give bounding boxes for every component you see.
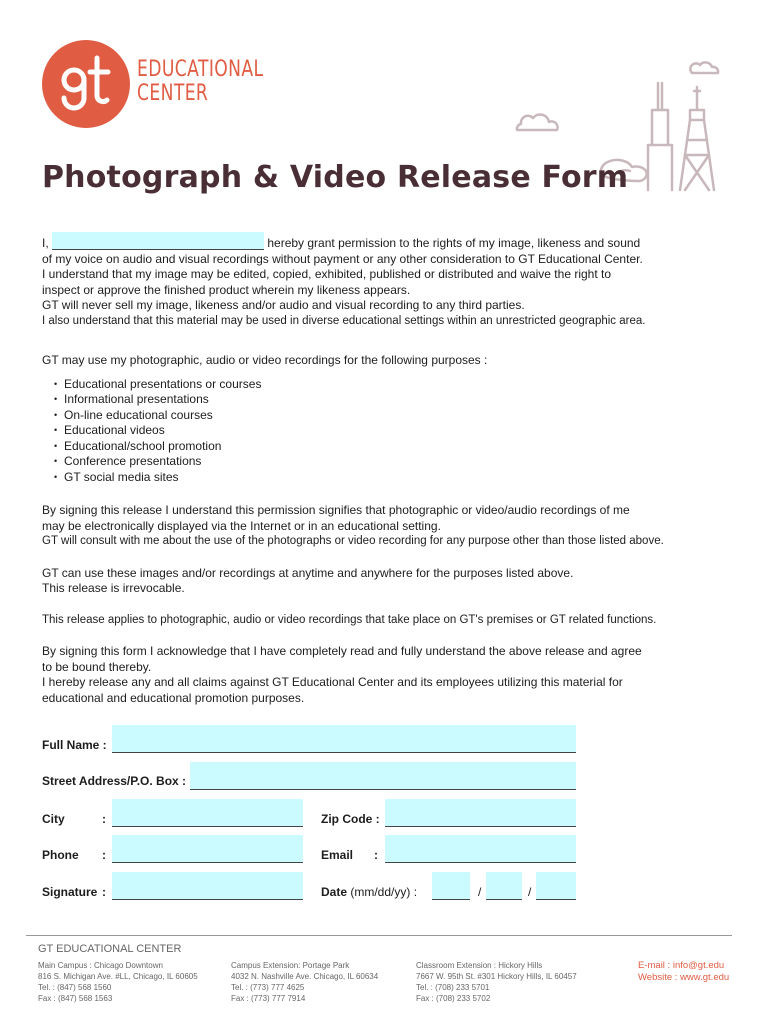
phone-label: Phone (42, 848, 79, 862)
display-paragraph: By signing this release I understand this permission signifies that photographic or video/audio recordings of me may be electronically displayed via the Internet or in an educational setting. GT will consult with me about the use of the photographs or video recording for any purpose other than those listed above. (42, 503, 664, 547)
date-label (321, 885, 417, 899)
city-colon: : (102, 812, 106, 826)
footer-org-name: GT EDUCATIONAL CENTER (38, 943, 182, 955)
purposes-heading: GT may use my photographic, audio or video recordings for the following purposes : (42, 353, 488, 367)
zip-code-input[interactable] (385, 799, 576, 827)
phone-colon: : (102, 848, 106, 862)
full-name-input[interactable] (112, 725, 576, 753)
list-item: • Educational presentations or courses (54, 377, 667, 393)
date-separator: / (478, 885, 482, 899)
intro-prefix: I, (42, 236, 49, 250)
date-separator: / (528, 885, 532, 899)
footer-divider (26, 935, 732, 936)
footer-campus-extension: Campus Extension: Portage Park 4032 N. Nashville Ave. Chicago, IL 60634 Tel. : (773) 777 4625 Fax : (773) 777 7914 (231, 961, 379, 1003)
list-item: • Educational/school promotion (54, 439, 667, 455)
page-title: Photograph & Video Release Form (42, 160, 629, 195)
intro-line-1: hereby grant permission to the rights of my image, likeness and sound (267, 236, 641, 250)
intro-line-4: inspect or approve the finished product wherein my likeness appears. (42, 282, 411, 297)
list-item: • On-line educational courses (54, 408, 667, 424)
intro-line-5: GT will never sell my image, likeness and/or audio and visual recording to any third parties. (42, 298, 525, 312)
intro-line-6: I also understand that this material may be used in diverse educational settings within an unrestricted geographic area. (42, 314, 646, 327)
brand-line-1: EDUCATIONAL (137, 57, 264, 82)
signature-label: Signature (42, 885, 98, 899)
list-item: • Informational presentations (54, 392, 667, 408)
brand-line-2: CENTER (137, 81, 209, 106)
intro-paragraph (42, 232, 667, 329)
gt-logo-icon (42, 40, 130, 128)
footer-classroom-extension: Classroom Extension : Hickory Hills 7667 W. 95th St. #301 Hickory Hills, IL 60457 Tel. : (708) 233 5701 Fax : (708) 233 5702 (416, 961, 577, 1003)
list-item: • Educational videos (54, 423, 667, 439)
intro-line-2: of my voice on audio and visual recordings without payment or any other consideration to GT Educational Center. (42, 251, 643, 266)
release-body (42, 232, 667, 722)
city-input[interactable] (112, 799, 303, 827)
zip-code-label: Zip Code : (321, 812, 380, 826)
street-address-label: Street Address/P.O. Box : (42, 774, 187, 788)
street-address-input[interactable] (190, 762, 576, 790)
footer-contact (638, 960, 729, 984)
footer-email-link[interactable]: E-mail : info@gt.edu (638, 960, 725, 971)
list-item: • Conference presentations (54, 454, 667, 470)
date-day-input[interactable] (486, 872, 522, 900)
signature-input[interactable] (112, 872, 303, 900)
date-year-input[interactable] (536, 872, 576, 900)
grantor-name-input[interactable] (52, 232, 264, 250)
phone-input[interactable] (112, 835, 303, 863)
city-label: City (42, 812, 65, 826)
acknowledge-paragraph: By signing this form I acknowledge that I have completely read and fully understand the above release and agree to be bound thereby. I hereby release any and all claims against GT Educational Center and its employees utilizing this material for educational and educational promotion purposes. (42, 644, 642, 705)
footer-website-link[interactable]: Website : www.gt.edu (638, 972, 730, 983)
list-item: • GT social media sites (54, 470, 667, 486)
intro-line-3: I understand that my image may be edited, copied, exhibited, published or distributed and waive the right to (42, 267, 612, 281)
full-name-label: Full Name : (42, 738, 107, 752)
purposes-list (54, 377, 667, 486)
irrevocable-paragraph: GT can use these images and/or recordings at anytime and anywhere for the purposes listed above. This release is irrevocable. (42, 565, 574, 595)
date-label-text: Date (321, 885, 348, 899)
email-colon: : (374, 848, 378, 862)
premises-paragraph: This release applies to photographic, audio or video recordings that take place on GT's premises or GT related functions. (42, 613, 657, 626)
signature-colon: : (102, 885, 106, 899)
gt-logo (42, 40, 130, 128)
date-month-input[interactable] (432, 872, 470, 900)
email-input[interactable] (385, 835, 576, 863)
brand-name (137, 58, 263, 106)
date-format-hint: (mm/dd/yy) : (350, 885, 418, 899)
email-label: Email (321, 848, 354, 862)
footer-main-campus: Main Campus : Chicago Downtown 816 S. Michigan Ave. #LL, Chicago, IL 60605 Tel. : (847) 568 1560 Fax : (847) 568 1563 (38, 961, 198, 1003)
